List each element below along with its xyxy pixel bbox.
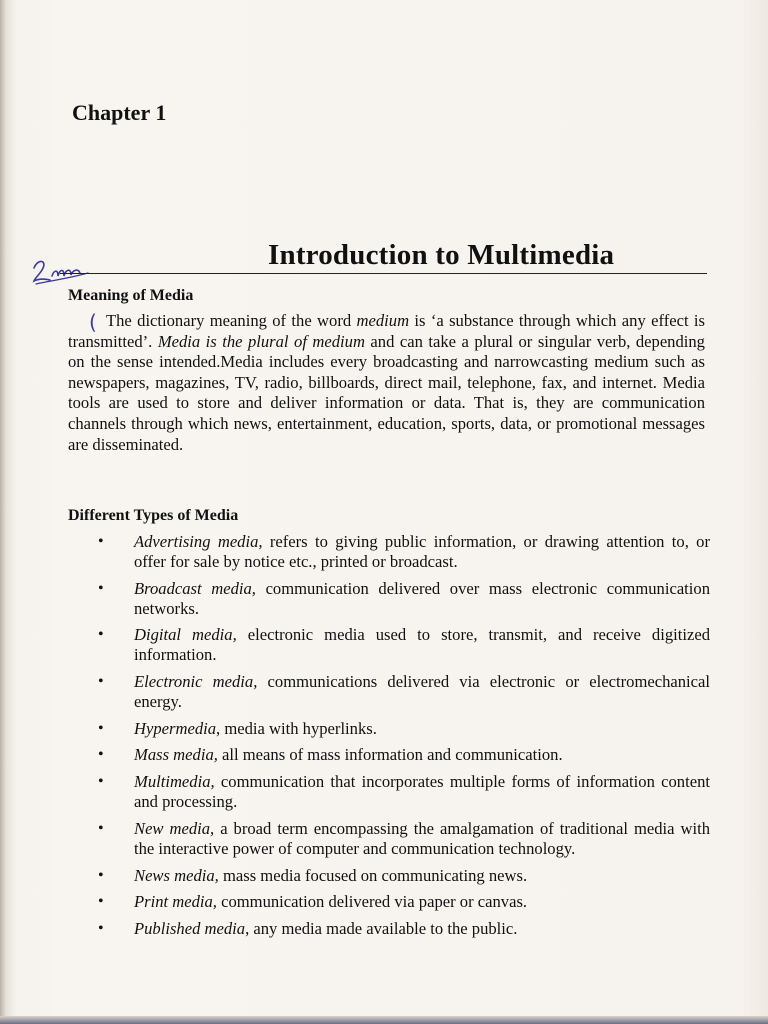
list-item <box>90 532 710 572</box>
handwritten-annotation <box>30 254 90 290</box>
bullet-icon: • <box>98 579 104 597</box>
list-item <box>90 866 710 886</box>
media-description: refers to giving public information, or drawing attention to, or offer for sale by notice etc., printed or broadcast. <box>134 532 711 571</box>
paragraph-text: Media includes every broadcasting and narrowcasting medium such as newspapers, magazines, TV, radio, billboards, direct mail, telephone, fax, and internet. Media tools are used to store and deliver information or data. That is, they are communication channels through which news, entertainment, education, sports, data, or promotional messages are disseminated. <box>68 352 705 454</box>
media-term: Hypermedia <box>134 718 217 738</box>
media-types-list <box>90 532 710 946</box>
media-description: all means of mass information and communication. <box>217 745 563 765</box>
page-title: Introduction to Multimedia <box>268 239 615 271</box>
list-item <box>90 579 710 619</box>
bullet-icon: • <box>98 626 104 644</box>
bullet-icon: • <box>98 773 104 791</box>
bullet-icon: • <box>98 893 104 911</box>
bullet-icon: • <box>98 533 104 550</box>
paragraph-text: The dictionary meaning of the word <box>106 311 357 330</box>
media-term: Broadcast media, <box>134 578 256 598</box>
paragraph-text: is ‘a substance through which any effect is transmitted’. <box>68 311 705 351</box>
page-bottom-edge <box>0 1016 768 1024</box>
media-term: Mass media, <box>134 745 218 765</box>
paragraph-italic-text: Media is the plural of medium <box>157 331 365 351</box>
media-description: mass media focused on communicating news. <box>218 865 528 885</box>
media-term: Multimedia, <box>134 772 215 792</box>
media-term: Digital media, <box>134 625 237 645</box>
media-description: , media with hyperlinks. <box>216 718 377 738</box>
media-term: Print media, <box>134 892 217 912</box>
bullet-icon: • <box>98 719 104 737</box>
media-term: Published media <box>134 918 246 938</box>
media-description: electronic media used to store, transmit, and receive digitized information. <box>134 625 710 665</box>
list-item <box>90 719 710 739</box>
chapter-label: Chapter 1 <box>72 100 167 125</box>
bullet-icon: • <box>98 919 104 937</box>
list-item <box>90 625 710 665</box>
list-item <box>90 919 710 939</box>
media-term: News media, <box>134 865 219 885</box>
title-divider <box>60 273 707 274</box>
meaning-paragraph <box>68 311 705 455</box>
section-heading-meaning: Meaning of Media <box>68 287 194 304</box>
paragraph-italic-text: medium <box>356 311 410 330</box>
list-item <box>90 672 710 712</box>
bullet-icon: • <box>98 746 104 764</box>
bullet-icon: • <box>98 819 104 837</box>
media-description: , any media made available to the public. <box>245 918 518 938</box>
list-item <box>90 772 710 812</box>
media-description: communication delivered over mass electronic communication networks. <box>134 578 710 618</box>
media-term: Advertising media, <box>134 532 263 551</box>
list-item <box>90 892 710 912</box>
media-description: communications delivered via electronic or electromechanical energy. <box>134 672 710 712</box>
pen-bracket-mark: ( <box>89 310 97 334</box>
media-description: communication delivered via paper or canvas. <box>216 892 528 912</box>
list-item <box>90 745 710 765</box>
media-term: New media, <box>134 818 215 838</box>
bullet-icon: • <box>98 673 104 691</box>
media-term: Electronic media, <box>134 672 258 692</box>
media-description: a broad term encompassing the amalgamation of traditional media with the interactive power of computer and communication technology. <box>134 818 710 858</box>
media-description: communication that incorporates multiple forms of information content and processing. <box>134 772 710 812</box>
bullet-icon: • <box>98 866 104 884</box>
paragraph-text: and can take a plural or singular verb, depending on the sense intended. <box>68 331 705 372</box>
section-heading-types: Different Types of Media <box>68 507 239 524</box>
list-item <box>90 819 710 859</box>
